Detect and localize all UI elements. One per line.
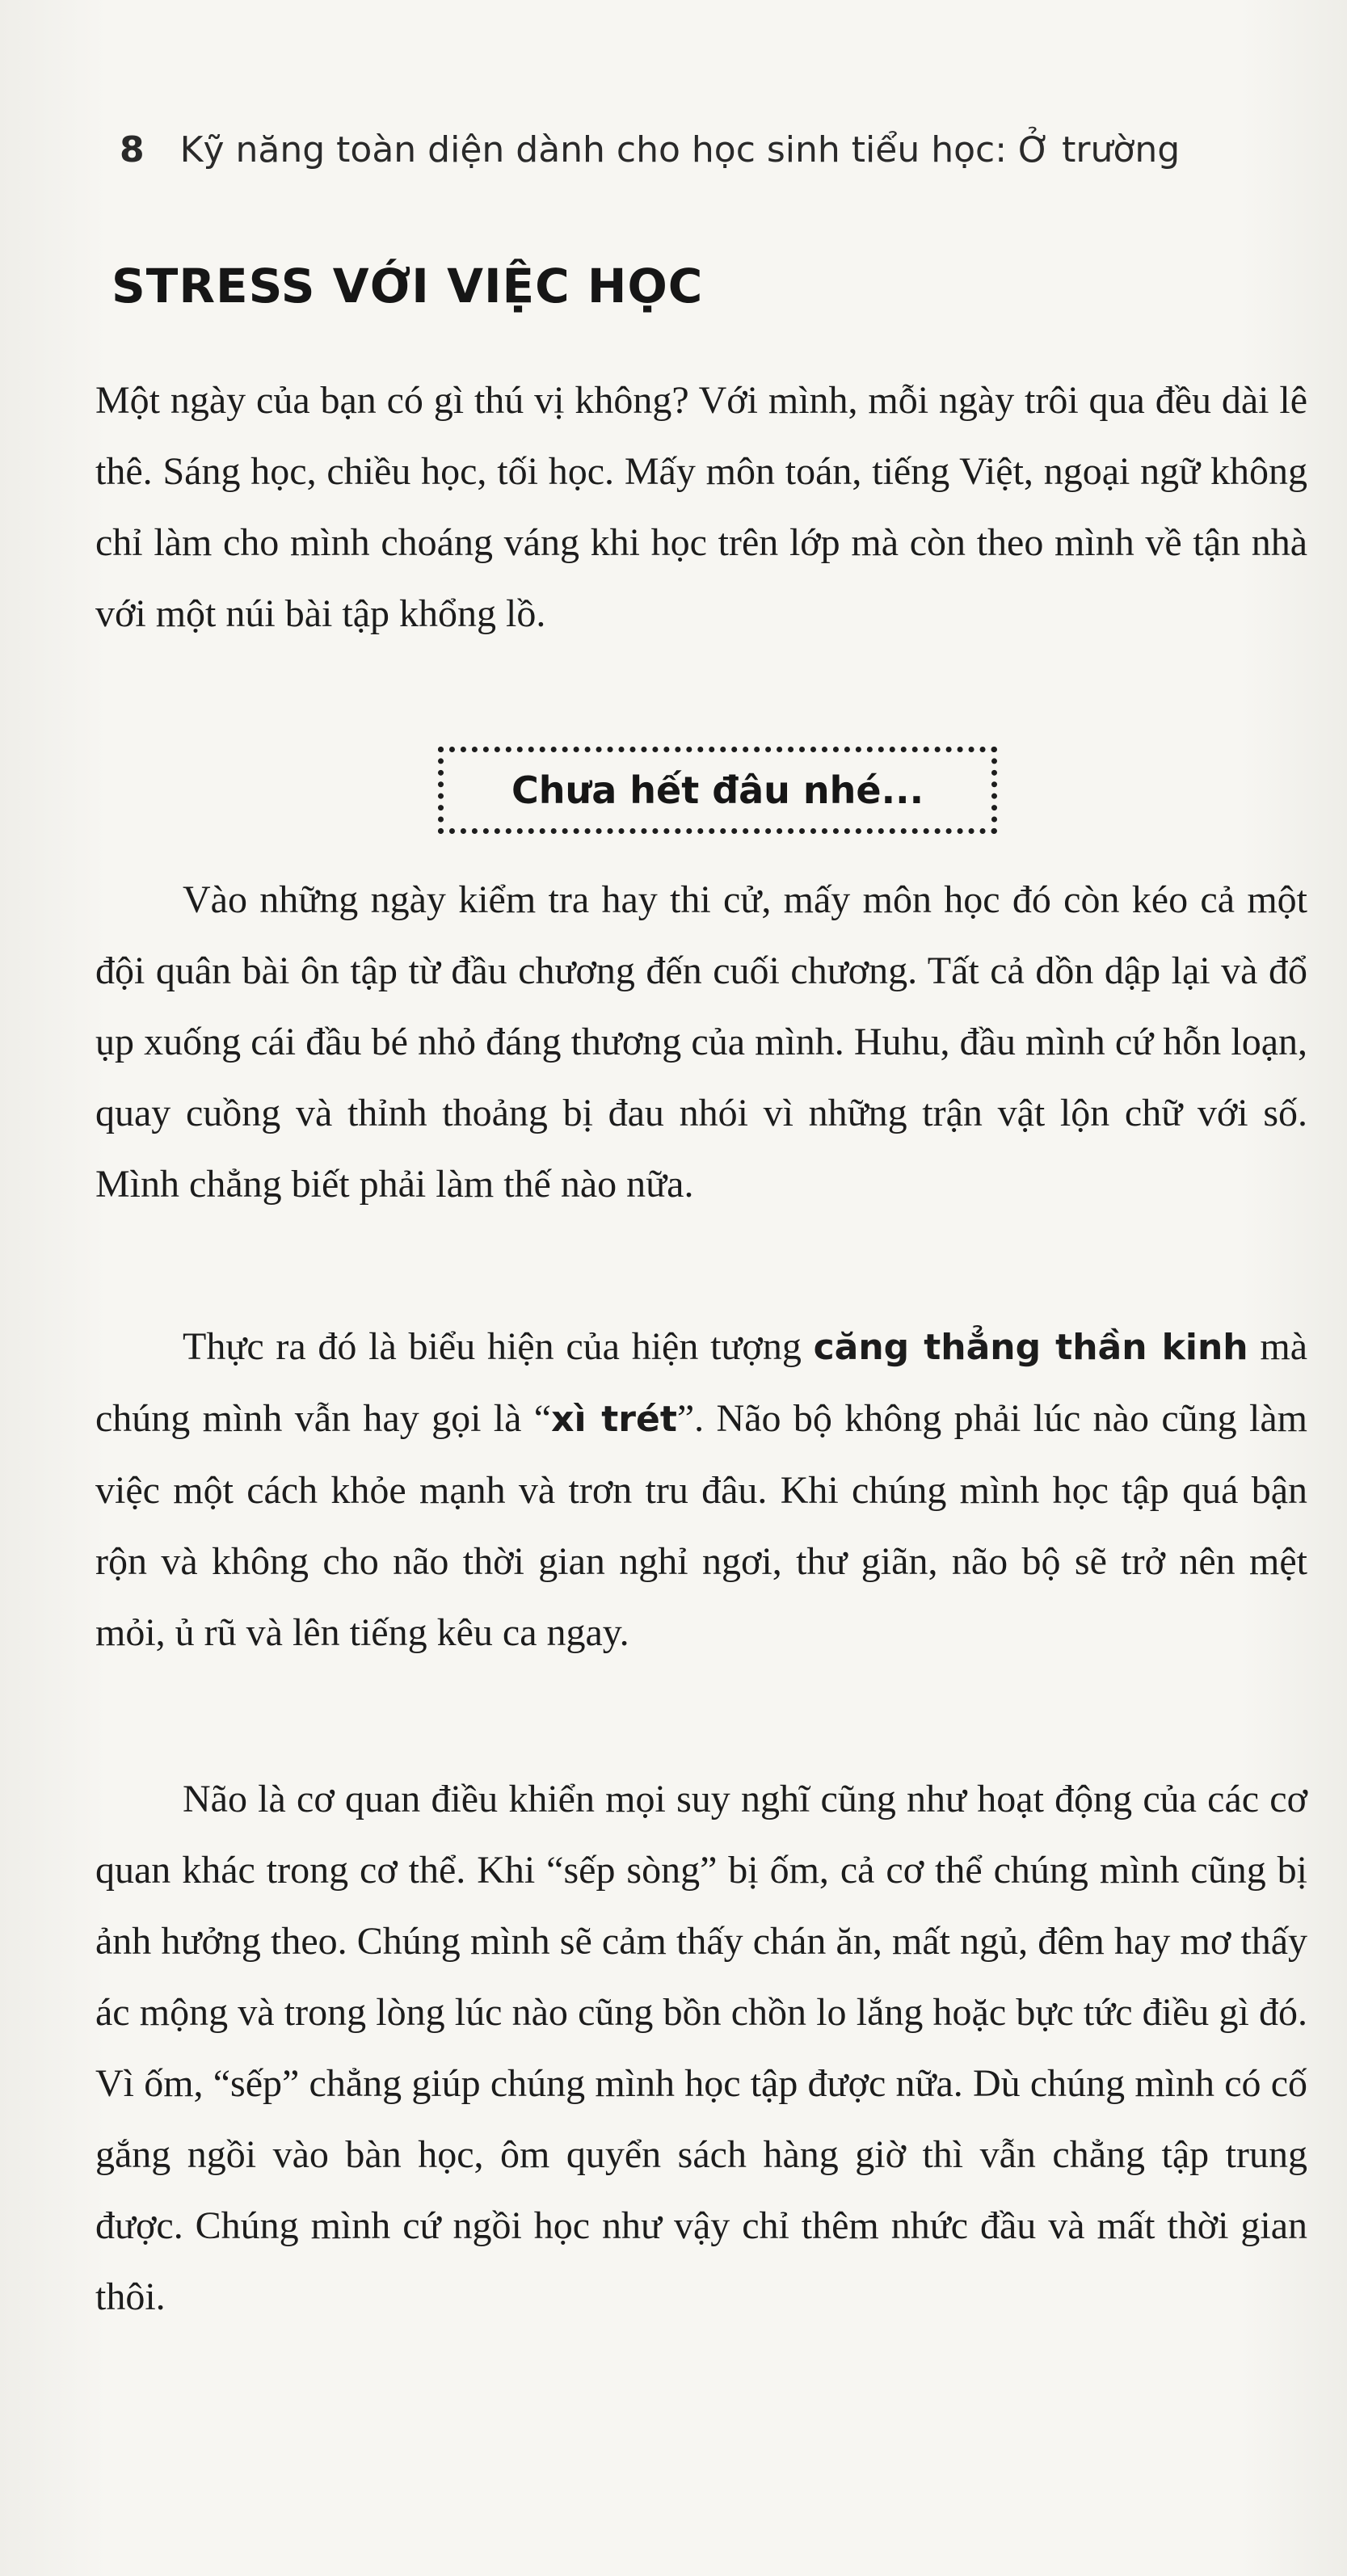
callout-text: Chưa hết đâu nhé... [511, 768, 924, 812]
paragraph-stress-definition [95, 1311, 1307, 1669]
paragraph-brain: Não là cơ quan điều khiển mọi suy nghĩ cũng như hoạt động của các cơ quan khác trong cơ thể. Khi “sếp sòng” bị ốm, cả cơ thể chúng mình cũng bị ảnh hưởng theo. Chúng mình sẽ cảm thấy chán ăn, mất ngủ, đêm hay mơ thấy ác mộng và trong lòng lúc nào cũng bồn chồn lo lắng hoặc bực tức điều gì đó. Vì ốm, “sếp” chẳng giúp chúng mình học tập được nữa. Dù chúng mình có cố gắng ngồi vào bàn học, ôm quyển sách hàng giờ thì vẫn chẳng tập trung được. Chúng mình cứ ngồi học như vậy chỉ thêm nhức đầu và mất thời gian thôi. [95, 1778, 1307, 2318]
paragraph-exams: Vào những ngày kiểm tra hay thi cử, mấy môn học đó còn kéo cả một đội quân bài ôn tập từ đầu chương đến cuối chương. Tất cả dồn dập lại và đổ ụp xuống cái đầu bé nhỏ đáng thương của mình. Huhu, đầu mình cứ hỗn loạn, quay cuồng và thỉnh thoảng bị đau nhói vì những trận vật lộn chữ với số. Mình chẳng biết phải làm thế nào nữa. [95, 878, 1307, 1206]
running-header [120, 121, 1181, 178]
paragraph-text: mà chúng mình vẫn hay gọi là “ [95, 1325, 1307, 1440]
section-title: STRESS VỚI VIỆC HỌC [112, 259, 704, 314]
book-title: Kỹ năng toàn diện dành cho học sinh tiểu học: Ở trường [179, 128, 1181, 170]
page-number: 8 [120, 128, 145, 170]
paragraph-text: Thực ra đó là biểu hiện của hiện tượng [183, 1325, 814, 1368]
emphasis-term: xì trét [551, 1399, 677, 1440]
paragraph-text: ”. Não bộ không phải lúc nào cũng làm việc một cách khỏe mạnh và trơn tru đâu. Khi chúng mình học tập quá bận rộn và không cho não thời gian nghỉ ngơi, thư giãn, não bộ sẽ trở nên mệt mỏi, ủ rũ và lên tiếng kêu ca ngay. [95, 1397, 1307, 1654]
emphasis-term: căng thẳng thần kinh [813, 1327, 1248, 1368]
paragraph-intro: Một ngày của bạn có gì thú vị không? Với mình, mỗi ngày trôi qua đều dài lê thê. Sáng học, chiều học, tối học. Mấy môn toán, tiếng Việt, ngoại ngữ không chỉ làm cho mình choáng váng khi học trên lớp mà còn theo mình về tận nhà với một núi bài tập khổng lồ. [95, 379, 1307, 635]
callout-box [438, 747, 997, 834]
